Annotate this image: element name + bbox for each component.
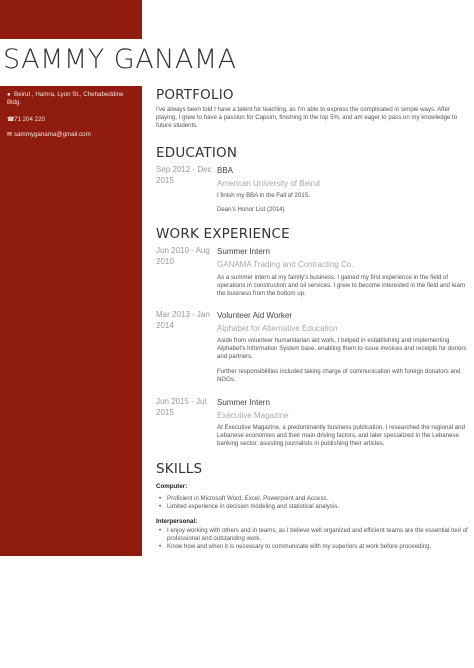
work-heading: WORK EXPERIENCE <box>156 226 290 242</box>
work-org: Executive Magazine <box>217 411 289 420</box>
education-line: I finish my BBA in the Fall of 2015. <box>217 192 310 199</box>
work-org: Alphabet for Alternative Education <box>217 324 338 333</box>
candidate-name: SAMMY GANAMA <box>3 44 237 75</box>
contact-address <box>7 91 135 107</box>
work-description: At Executive Magazine, a predominantly business publication, I researched the regional and Lebanese economies and their main driving factors, and later specialized in the Lebanese banking sector, assisting journalists in publishing their articles. <box>217 424 465 448</box>
education-title: BBA <box>217 166 234 175</box>
portfolio-heading: PORTFOLIO <box>156 87 234 103</box>
skill-item: • Know how and when it is necessary to communicate with my superiors at work before proceeding. <box>156 543 468 551</box>
education-line: Dean's Honor List (2014) <box>217 206 285 213</box>
education-date: Sep 2012 - Dec 2015 <box>156 165 212 185</box>
work-title: Summer Intern <box>217 398 270 407</box>
education-heading: EDUCATION <box>156 145 238 161</box>
skill-list <box>156 527 468 552</box>
skill-item: • Proficient in Microsoft Word, Excel, Powerpoint and Access. <box>156 495 468 503</box>
work-description: Further responsibilities included taking charge of communication with foreign donators and NGOs. <box>217 368 461 384</box>
work-title: Volunteer Aid Worker <box>217 311 293 320</box>
skills-heading: SKILLS <box>156 461 203 477</box>
contact-email[interactable] <box>7 131 91 139</box>
skill-item: • I enjoy working with others and in teams, as I believe well organized and efficient teams are the essential tool of professional and outstanding work. <box>156 527 468 543</box>
phone-icon: ☎ <box>7 117 15 123</box>
email-text[interactable]: sammyganama@gmail.com <box>14 131 91 138</box>
skill-group-label: Interpersonal: <box>156 518 198 525</box>
work-date: Jun 2015 - Jul 2015 <box>156 397 207 417</box>
contact-phone <box>7 116 45 124</box>
envelope-icon: ✉ <box>7 132 13 138</box>
skill-group-label: Computer: <box>156 483 188 490</box>
work-date: Jun 2010 - Aug 2010 <box>156 246 210 266</box>
work-description: Aside from volunteer humanitarian aid work, I helped in establishing and implementing Alphabet's Information System base, enabling them to issue invoices and receipts for donors and partners. <box>217 337 467 361</box>
portfolio-text: I've always been told I have a talent for teaching, as I'm able to express the complicated in simple ways. After playing, I grew to have a passion for Capsim, finishing in the top 5%, and am eager to pass on my knowledge to future students. <box>156 106 458 130</box>
phone-text: 71 204 220 <box>14 116 45 123</box>
map-marker-icon: ● <box>7 92 11 98</box>
work-date: Mar 2013 - Jan 2014 <box>156 310 210 330</box>
skill-item: • Limited experience in decision modeling and statistical analysis. <box>156 503 468 511</box>
work-description: As a summer intern at my family's business, I gained my first experience in the field of operations in construction and oil services. I grew to become interested in the field and learn the business from the bottom up. <box>217 274 466 298</box>
skill-list <box>156 495 468 511</box>
work-title: Summer Intern <box>217 247 270 256</box>
address-text: Beirut , Hamra, Lyon St., Chehabeddine Bldg. <box>7 91 124 106</box>
work-org: GANAMA Trading and Contracting Co. <box>217 260 354 269</box>
education-org: American University of Beirut <box>217 179 321 188</box>
